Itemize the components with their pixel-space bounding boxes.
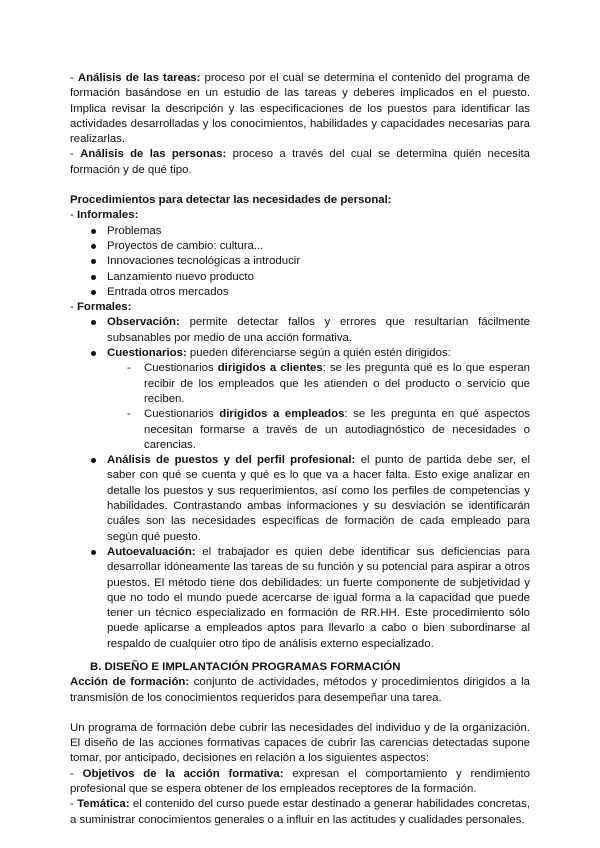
- tematica-text: el contenido del curso puede estar destinado a generar habilidades concretas, a suministrar conocimientos generales o a influir en las actitudes y cualidades personales.: [70, 798, 530, 826]
- autoevaluacion-label: Autoevaluación:: [107, 545, 196, 558]
- objetivos-text: expresan el comportamiento y rendimiento profesional que se espera obtener de los empleados receptores de la formación.: [70, 767, 531, 796]
- cuestionarios-item: [70, 346, 530, 361]
- accion-formacion-paragraph: [70, 675, 530, 706]
- informales-list: [70, 224, 530, 300]
- analisis-tareas-label: Análisis de las tareas:: [77, 72, 201, 84]
- cuestionario-empleados-item: - Cuestionarios dirigidos a empleados: se les pregunta en qué aspectos necesitan formarse a través de un autodiagnóstico de necesidades o carencias.: [70, 407, 530, 453]
- observacion-text: permite detectar fallos y errores que resultarían fácilmente subsanables por medio de una acción formativa.: [107, 316, 530, 344]
- informales-heading: - Informales:: [70, 209, 139, 222]
- analisis-puestos-label: Análisis de puestos y del perfil profesional:: [107, 454, 356, 467]
- tematica-paragraph: - Temática: el contenido del curso puede estar destinado a generar habilidades concretas, a suministrar conocimientos generales o a influir en las actitudes y cualidades personales.: [70, 798, 530, 826]
- analisis-puestos-text: el punto de partida debe ser, el saber con qué se cuenta y qué es lo que va a hacer falta. Esto exige analizar en detalle los puestos y sus requerimientos, así como los perfiles de competencias y habilidades. Contrastando ambas informaciones y su desviación se identificarán cuáles son las necesidades específicas de formación de cada empleado para según qué puesto.: [107, 454, 531, 543]
- analisis-personas-text: proceso a través del cual se determina quién necesita formación y de qué tipo.: [70, 148, 530, 176]
- formales-heading: - Formales:: [70, 301, 132, 314]
- accion-formacion-text: conjunto de actividades, métodos y procedimientos dirigidos a la transmisión de los conocimientos requeridos para desempeñar una tarea.: [70, 676, 530, 704]
- objetivos-paragraph: - Objetivos de la acción formativa: expresan el comportamiento y rendimiento profesional que se espera obtener de los empleados receptores de la formación.: [70, 767, 531, 796]
- formales-list: [70, 315, 530, 361]
- analisis-tareas-paragraph: - Análisis de las tareas: proceso por el cual se determina el contenido del programa de formación basándose en un estudio de las tareas y deberes implicados en el puesto. Implica revisar la descripción y las especificaciones de los puestos para identificar las actividades desarrolladas y los conocimientos, habilidades y capacidades necesarias para realizarlas.: [70, 72, 530, 146]
- tematica-label: Temática:: [77, 798, 130, 811]
- list-item: Lanzamiento nuevo producto: [70, 270, 530, 285]
- observacion-label: Observación:: [107, 316, 180, 329]
- list-item: Entrada otros mercados: [70, 285, 530, 300]
- formales-list-continued: [70, 453, 530, 652]
- accion-formacion-label: Acción de formación:: [70, 676, 190, 689]
- objetivos-label: Objetivos de la acción formativa:: [82, 767, 284, 780]
- procedimientos-title: Procedimientos para detectar las necesidades de personal:: [70, 194, 392, 207]
- analisis-personas-label: Análisis de las personas:: [80, 148, 227, 161]
- cuestionarios-label: Cuestionarios:: [107, 347, 187, 360]
- cuestionarios-text: pueden diferenciarse según a quién estén dirigidos:: [189, 347, 451, 360]
- section-b-heading: B. DISEÑO E IMPLANTACIÓN PROGRAMAS FORMACIÓN: [90, 660, 401, 673]
- autoevaluacion-item: [70, 545, 530, 652]
- cuestionario-clientes-item: - Cuestionarios dirigidos a clientes: se les pregunta qué es lo que esperan recibir de los empleados que les atienden o del producto o servicio que reciben.: [70, 361, 530, 407]
- programa-paragraph: Un programa de formación debe cubrir las necesidades del individuo y de la organización. El diseño de las acciones formativas capaces de cubrir las carencias detectadas supone tomar, por anticipado, decisiones en relación a los siguientes aspectos:: [70, 721, 530, 765]
- observacion-item: [70, 315, 530, 346]
- list-item: Innovaciones tecnológicas a introducir: [70, 254, 530, 269]
- cuestionarios-sublist: [70, 361, 530, 453]
- list-item: Proyectos de cambio: cultura...: [70, 239, 530, 254]
- analisis-puestos-item: [70, 453, 530, 545]
- analisis-personas-paragraph: - Análisis de las personas: proceso a través del cual se determina quién necesita formación y de qué tipo.: [70, 148, 530, 176]
- list-item: Problemas: [70, 224, 530, 239]
- analisis-tareas-text: proceso por el cual se determina el contenido del programa de formación basándose en un estudio de las tareas y deberes implicados en el puesto. Implica revisar la descripción y las especificaciones de los puestos para identificar las actividades desarrolladas y los conocimientos, habilidades y capacidades necesarias para realizarlas.: [70, 72, 530, 146]
- autoevaluacion-text: el trabajador es quien debe identificar sus deficiencias para desarrollar idóneamente las tareas de su función y su potencial para aspirar a otros puestos. El método tiene dos debilidades: un fuerte componente de subjetividad y que no todo el mundo puede acercarse de igual forma a la capacidad que puede tener un técnico especializado en formación de RR.HH. Este procedimiento sólo puede aplicarse a empleados aptos para llevarlo a cabo o bien subordinarse al respaldo de cualquier otro tipo de análisis externo especializado.: [107, 545, 530, 650]
